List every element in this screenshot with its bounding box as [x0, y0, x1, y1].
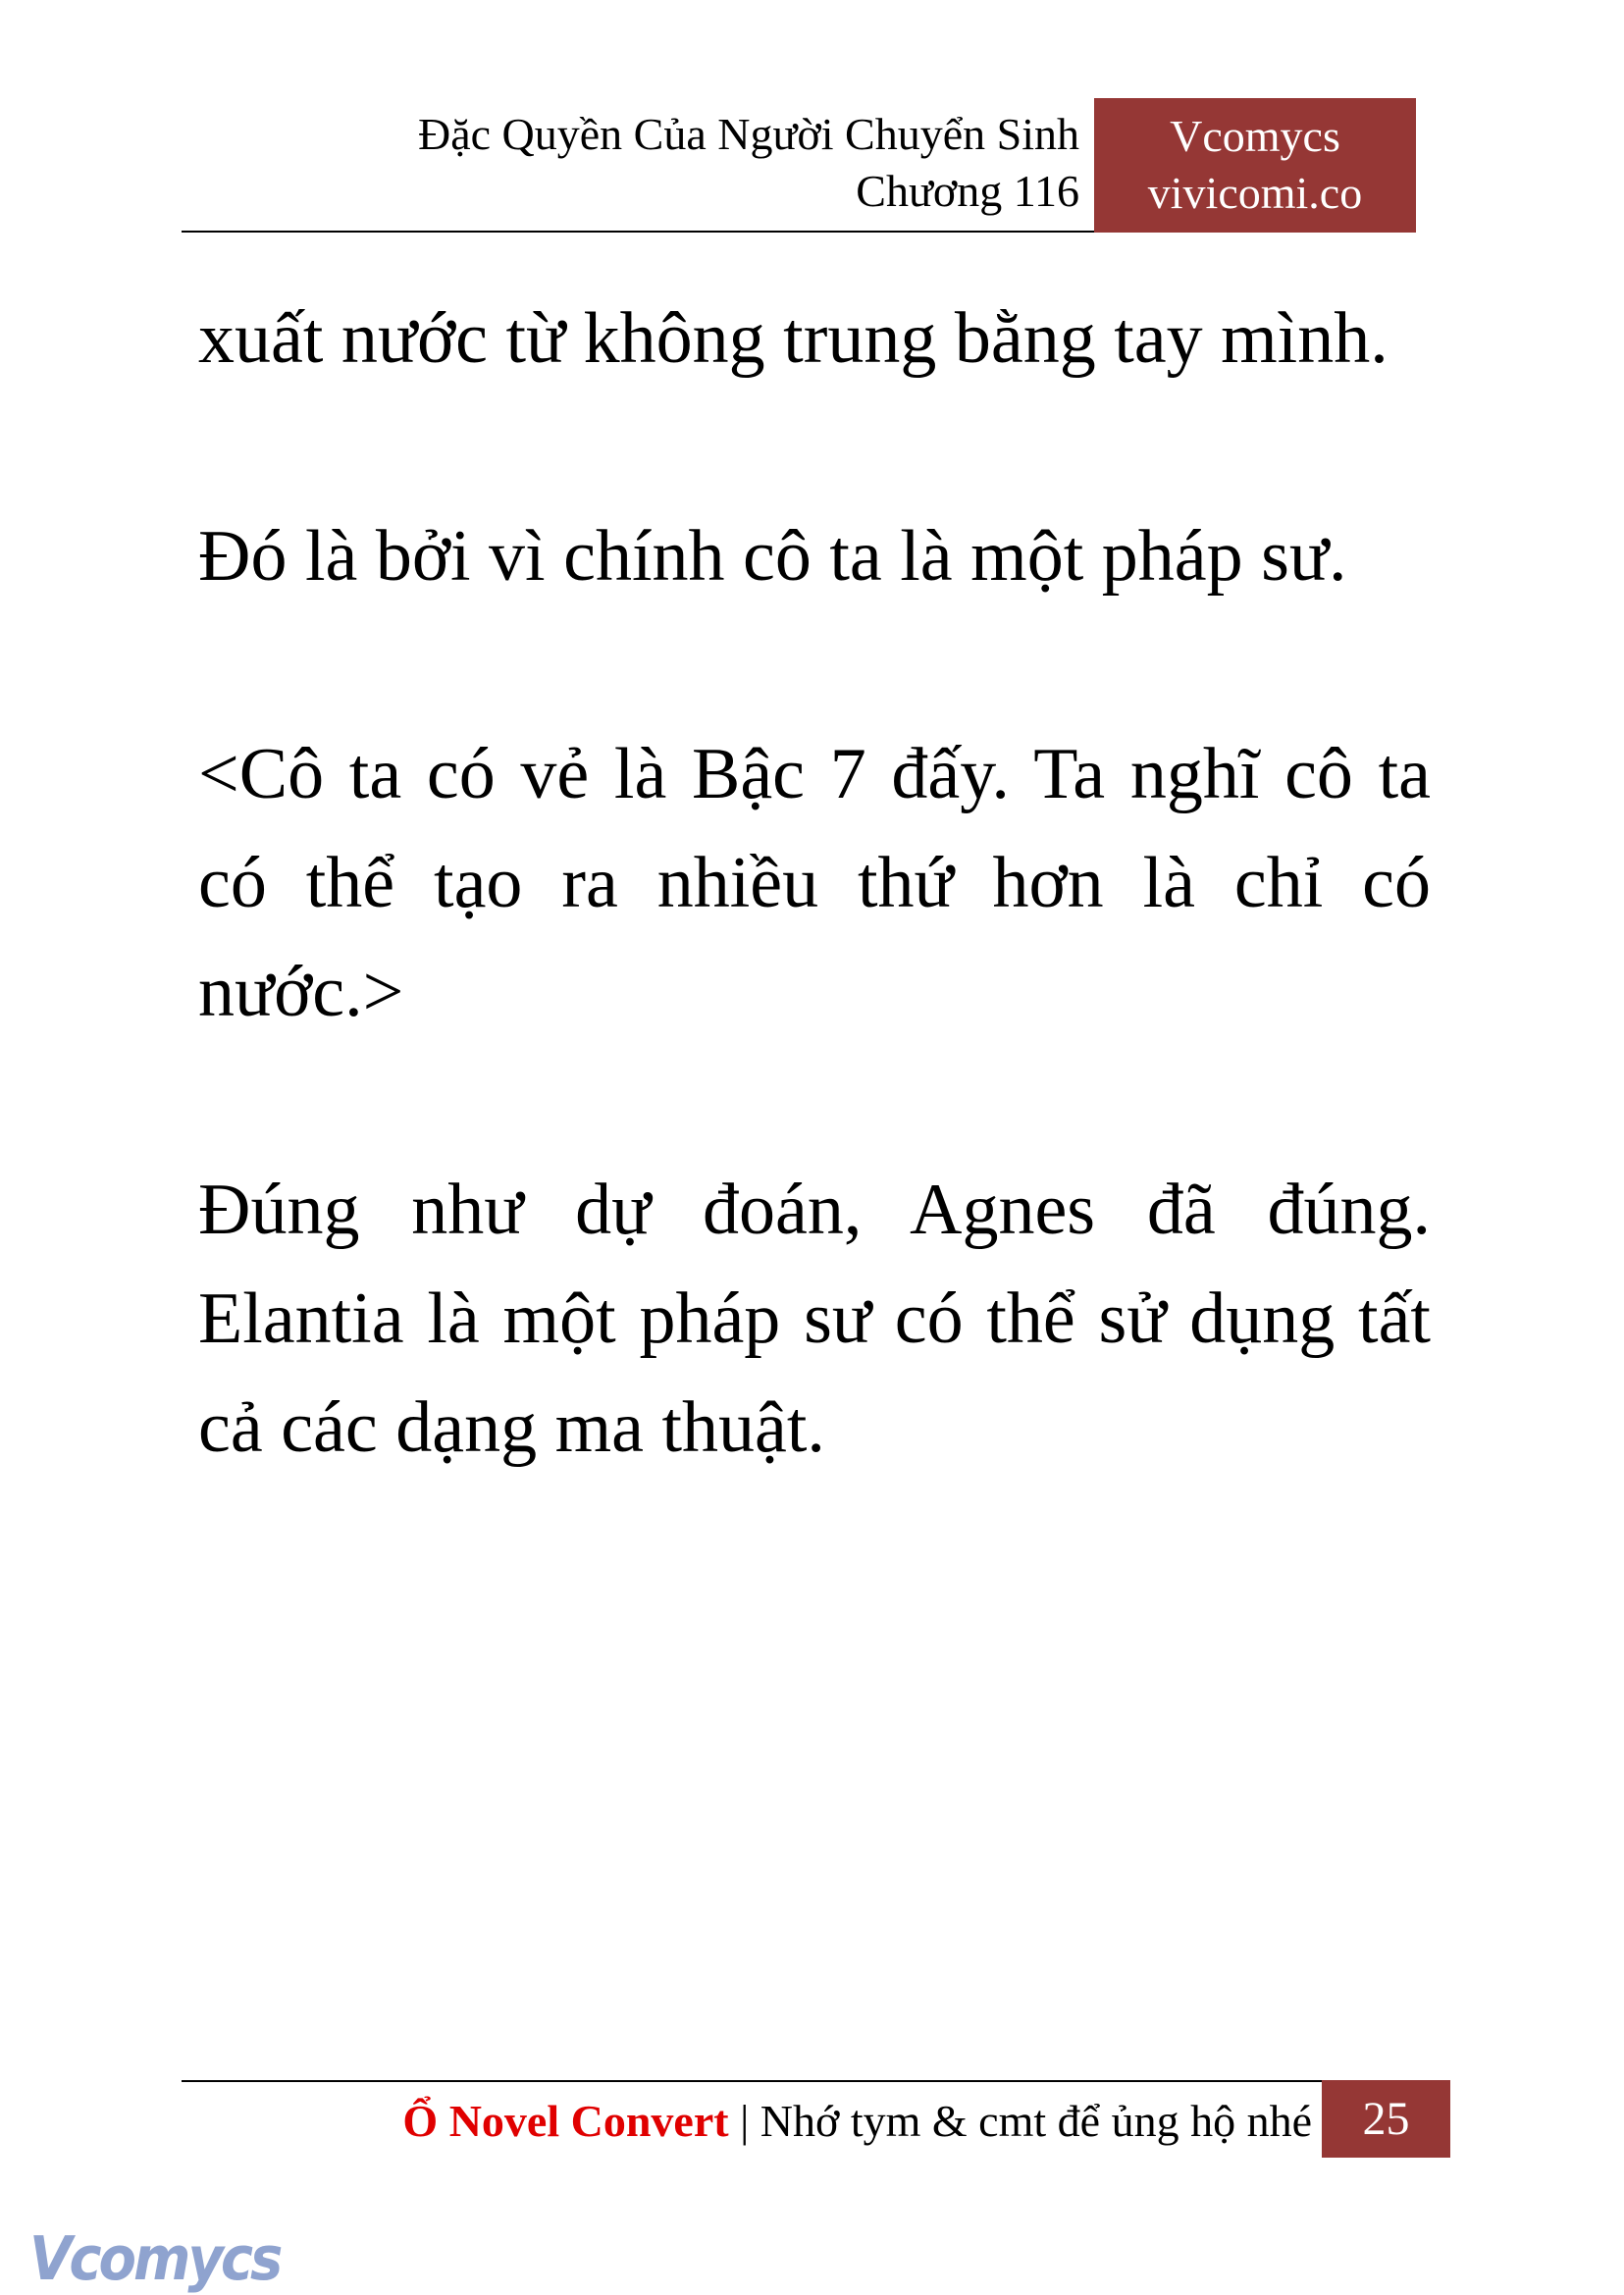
footer-text	[402, 2092, 1312, 2151]
footer-brand: Ổ Novel Convert	[402, 2096, 729, 2146]
brand-name: Vcomycs	[1170, 111, 1340, 161]
header-brand-box	[1094, 98, 1416, 233]
page-number: 25	[1322, 2080, 1450, 2158]
footer-message: Nhớ tym & cmt để ủng hộ nhé	[760, 2096, 1312, 2146]
chapter-body	[198, 285, 1431, 1591]
paragraph: xuất nước từ không trung bằng tay mình.	[198, 298, 1388, 379]
paragraph: Đó là bởi vì chính cô ta là một pháp sư.	[198, 516, 1347, 597]
chapter-label: Chương 116	[856, 166, 1079, 216]
footer-separator: |	[740, 2096, 750, 2146]
book-title: Đặc Quyền Của Người Chuyển Sinh	[417, 109, 1079, 159]
header-divider	[182, 231, 1094, 233]
header-title-block	[418, 106, 1079, 220]
paragraph: <Cô ta có vẻ là Bậc 7 đấy. Ta nghĩ cô ta có thể tạo ra nhiều thứ hơn là chỉ có nước.>	[198, 734, 1431, 1032]
paragraph: Đúng như dự đoán, Agnes đã đúng. Elantia là một pháp sư có thể sử dụng tất cả các dạng ma thuật.	[198, 1170, 1431, 1468]
brand-site: vivicomi.co	[1147, 168, 1363, 218]
footer-divider	[182, 2080, 1325, 2082]
watermark-logo: Vcomycs	[29, 2223, 281, 2295]
